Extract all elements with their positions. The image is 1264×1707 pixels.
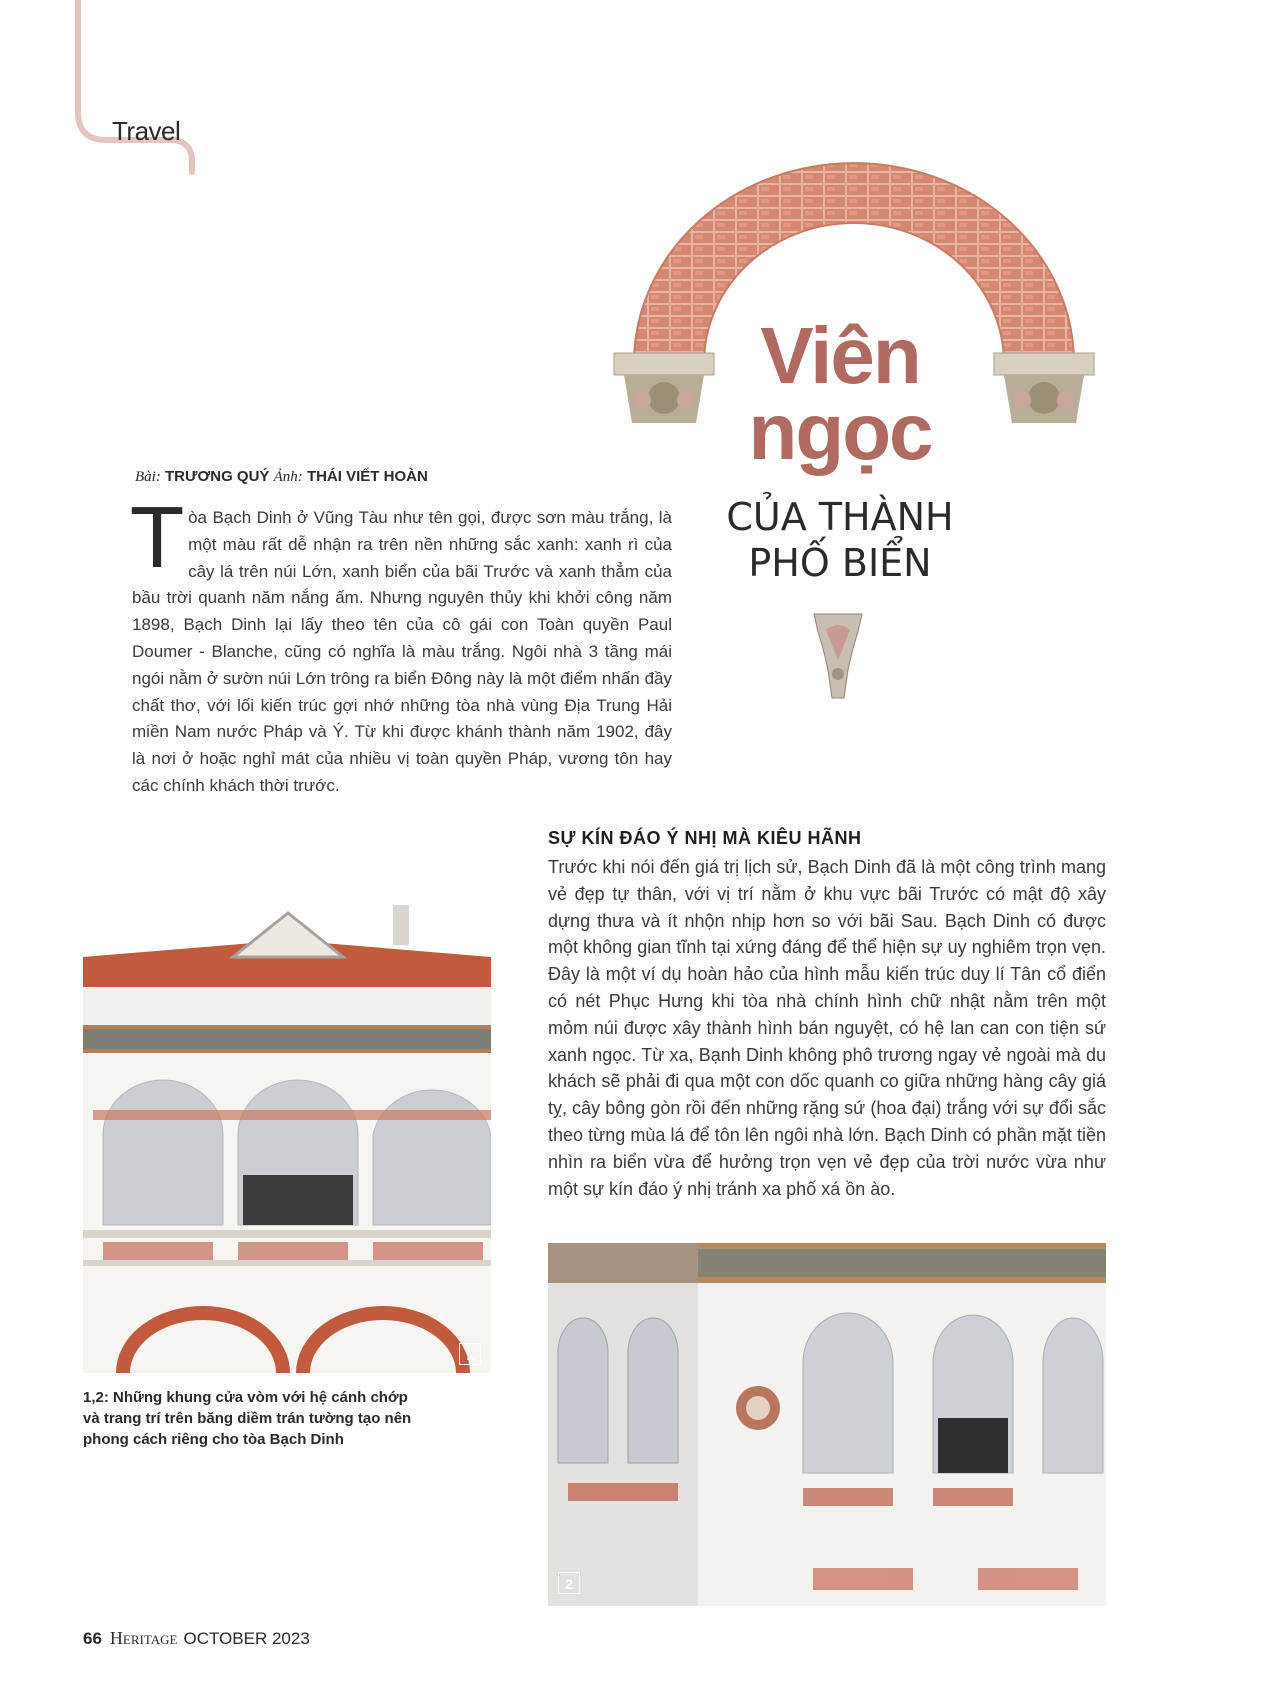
photo-2-number-badge: 2 xyxy=(558,1572,580,1594)
photo-2 xyxy=(548,1243,1106,1606)
byline-text-label: Bài: xyxy=(135,469,161,485)
section-heading: SỰ KÍN ĐÁO Ý NHỊ MÀ KIÊU HÃNH xyxy=(548,828,862,848)
title-line-2: ngọc xyxy=(748,387,932,476)
subtitle-line-1: CỦA THÀNH xyxy=(726,495,954,539)
page-frame-decoration xyxy=(70,0,200,175)
byline-photo-label: Ảnh: xyxy=(273,469,303,485)
issue-date: OCTOBER 2023 xyxy=(183,1629,310,1648)
photo-1-number-badge: 1 xyxy=(459,1343,481,1365)
title-line-1: Viên xyxy=(760,311,920,400)
article-title xyxy=(690,311,990,586)
byline xyxy=(135,468,428,486)
subtitle-line-2: PHỐ BIỂN xyxy=(748,541,932,585)
page-number: 66 xyxy=(83,1629,102,1648)
photo-1 xyxy=(83,895,491,1373)
photo-caption: 1,2: Những khung cửa vòm với hệ cánh chớp và trang trí trên băng diềm trán tường tạo nên phong cách riêng cho tòa Bạch Dinh xyxy=(83,1389,412,1448)
intro-paragraph xyxy=(132,492,672,800)
section-paragraph: Trước khi nói đến giá trị lịch sử, Bạch Dinh đã là một công trình mang vẻ đẹp tự thân, với vị trí nằm ở khu vực bãi Trước có mật độ xây dựng thưa và ít nhộn nhịp hơn so với bãi Sau. Bạch Dinh có được một không gian tĩnh tại xứng đáng để thể hiện sự uy nghiêm trọn vẹn. Đây là một ví dụ hoàn hảo của hình mẫu kiến trúc duy lí Tân cổ điển có nét Phục Hưng khi tòa nhà chính hình chữ nhật nằm trên một mỏm núi được xây thành hình bán nguyệt, có hệ lan can con tiện sứ xanh ngọc. Từ xa, Bạnh Dinh không phô trương ngay vẻ ngoài mà du khách sẽ phải đi qua một con dốc quanh co giữa những hàng cây giá tỵ, cây bông gòn rồi đến những rặng sứ (hoa đại) trắng với sự đổi sắc theo từng mùa lá để tôn lên ngôi nhà lớn. Bạch Dinh có phần mặt tiền nhìn ra biển vừa để hưởng trọn vẹn vẻ đẹp của trời nước vừa như một sự kín đáo ý nhị tránh xa phố xá ồn ào. xyxy=(548,857,1106,1199)
arch-capital-right xyxy=(994,353,1094,423)
byline-author: TRƯƠNG QUÝ xyxy=(165,468,270,485)
drop-cap: T xyxy=(132,492,183,587)
magazine-name: Heritage xyxy=(109,1628,178,1648)
byline-photographer: THÁI VIẾT HOÀN xyxy=(306,468,428,485)
corbel-ornament xyxy=(808,610,868,702)
intro-text: òa Bạch Dinh ở Vũng Tàu như tên gọi, được sơn màu trắng, là một màu rất dễ nhận ra trên nền những sắc xanh: xanh rì của cây lá trên núi Lớn, xanh biển của bãi Trước và xanh thẳm của bầu trời quanh năm nắng ấm. Nhưng nguyên thủy khi khởi công năm 1898, Bạch Dinh lại lấy theo tên của cô gái con Toàn quyền Paul Doumer - Blanche, cũng có nghĩa là màu trắng. Ngôi nhà 3 tầng mái ngói nằm ở sườn núi Lớn trông ra biển Đông này là một điểm nhấn đầy chất thơ, với lối kiến trúc gợi nhớ những tòa nhà vùng Địa Trung Hải miền Nam nước Pháp và Ý. Từ khi được khánh thành năm 1902, đây là nơi ở hoặc nghỉ mát của nhiều vị toàn quyền Pháp, vương tôn hay các chính khách thời trước. xyxy=(132,508,672,795)
section-label: Travel xyxy=(112,116,181,146)
page-footer xyxy=(83,1628,310,1649)
